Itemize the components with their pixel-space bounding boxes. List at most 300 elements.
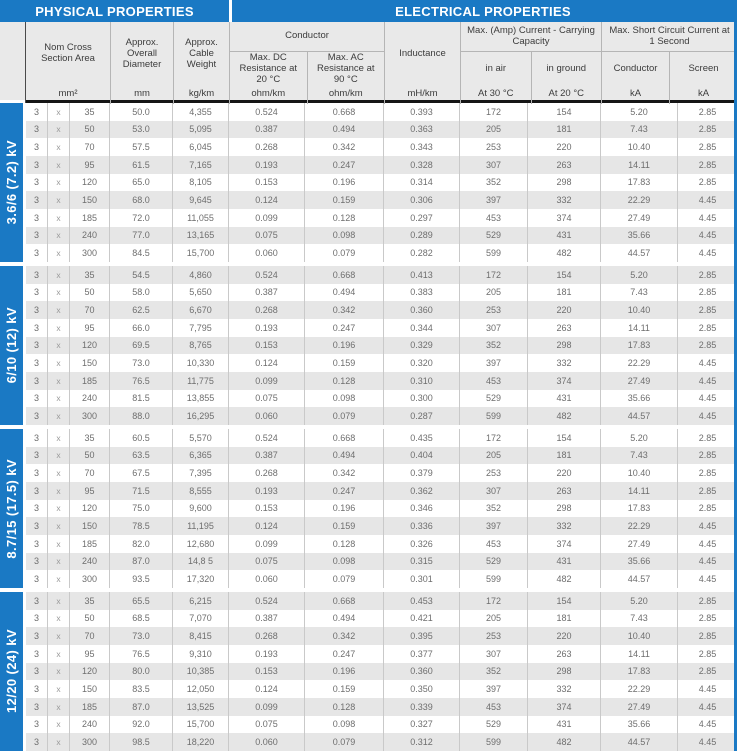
table-cell: 0.404 [384, 447, 460, 465]
table-cell: 185 [70, 535, 110, 553]
table-cell: 11,775 [173, 372, 229, 390]
table-cell: 482 [528, 570, 601, 588]
table-cell: 453 [460, 372, 528, 390]
in-ground-label: in ground [546, 62, 587, 74]
column-header-row [0, 22, 734, 100]
table-cell: 2.85 [678, 121, 737, 139]
table-cell: 0.289 [384, 227, 460, 245]
table-cell: 0.124 [229, 191, 305, 209]
table-cell: 529 [460, 553, 528, 571]
table-cell: 298 [528, 337, 601, 355]
table-cell: 0.060 [229, 407, 305, 425]
table-cell: 0.268 [229, 138, 305, 156]
table-cell: 0.099 [229, 698, 305, 716]
table-cell: 120 [70, 337, 110, 355]
table-cell: 0.387 [229, 447, 305, 465]
table-body [0, 103, 734, 751]
table-cell: 0.099 [229, 209, 305, 227]
table-cell: 0.060 [229, 733, 305, 751]
table-cell: 0.193 [229, 645, 305, 663]
column-header-ac-resistance [307, 52, 385, 104]
table-cell: 76.5 [110, 645, 173, 663]
table-cell: 0.159 [305, 517, 384, 535]
table-cell: 352 [460, 663, 528, 681]
table-cell: 307 [460, 156, 528, 174]
table-cell: 0.124 [229, 354, 305, 372]
table-cell: 0.159 [305, 191, 384, 209]
table-cell: 172 [460, 103, 528, 121]
table-cell: x [48, 301, 70, 319]
table-cell: 15,700 [173, 716, 229, 734]
table-cell: 14.11 [601, 156, 678, 174]
voltage-group [0, 266, 734, 425]
table-cell: 0.079 [305, 733, 384, 751]
table-cell: 352 [460, 174, 528, 192]
table-cell: 66.0 [110, 319, 173, 337]
table-cell: x [48, 447, 70, 465]
table-cell: 7,165 [173, 156, 229, 174]
table-cell: 2.85 [698, 648, 717, 659]
table-cell: 0.387 [229, 284, 305, 302]
table-cell: 0.344 [384, 319, 460, 337]
table-cell: x [48, 627, 70, 645]
table-cell: 3 [26, 482, 48, 500]
table-cell: 14.11 [601, 482, 678, 500]
table-cell: 11,195 [173, 517, 229, 535]
table-cell: 0.247 [305, 482, 384, 500]
table-cell: 3 [26, 680, 48, 698]
table-cell: 2.85 [678, 337, 737, 355]
table-cell: 0.360 [384, 663, 460, 681]
table-cell: x [48, 610, 70, 628]
amp-capacity-group-label: Max. (Amp) Current - Carrying Capacity [461, 22, 601, 52]
table-cell: 150 [70, 191, 110, 209]
table-cell: 70 [70, 464, 110, 482]
inductance-label: Inductance [399, 47, 446, 59]
table-cell: 87.0 [110, 698, 173, 716]
table-cell: 154 [528, 103, 601, 121]
table-cell: 5.20 [601, 592, 678, 610]
table-cell: 0.494 [305, 121, 384, 139]
table-cell: 5.20 [601, 266, 678, 284]
table-cell: 13,165 [173, 227, 229, 245]
table-cell: 4.45 [698, 358, 717, 369]
in-ground-unit: At 20 °C [548, 87, 584, 99]
table-cell: 2.85 [678, 482, 737, 500]
in-air-unit: At 30 °C [478, 87, 514, 99]
table-cell: 7,070 [173, 610, 229, 628]
table-cell: x [48, 174, 70, 192]
table-cell: 5.20 [601, 429, 678, 447]
table-cell: 5,095 [173, 121, 229, 139]
table-cell: 298 [528, 174, 601, 192]
table-cell: 27.49 [601, 698, 678, 716]
table-cell: 3 [26, 390, 48, 408]
table-cell: 73.0 [110, 627, 173, 645]
table-cell: 3 [26, 610, 48, 628]
table-cell: 18,220 [173, 733, 229, 751]
table-cell: 8,415 [173, 627, 229, 645]
table-cell: 35 [70, 103, 110, 121]
table-cell: x [48, 209, 70, 227]
table-cell: x [48, 244, 70, 262]
table-cell: x [48, 716, 70, 734]
table-cell: 154 [528, 266, 601, 284]
sc-screen-label: Screen [688, 62, 719, 74]
table-cell: 0.393 [384, 103, 460, 121]
table-cell: 17,320 [173, 570, 229, 588]
table-cell: 44.57 [601, 570, 678, 588]
table-cell: 453 [460, 535, 528, 553]
table-cell: 0.435 [384, 429, 460, 447]
table-cell: 0.326 [384, 535, 460, 553]
table-cell: 300 [70, 570, 110, 588]
table-cell: 50 [70, 447, 110, 465]
table-cell: 220 [528, 138, 601, 156]
table-cell: 352 [460, 337, 528, 355]
table-cell: x [48, 227, 70, 245]
table-cell: 73.0 [110, 354, 173, 372]
voltage-group-label: 12/20 (24) kV [0, 592, 26, 751]
table-cell: 185 [70, 698, 110, 716]
table-cell: 95 [70, 156, 110, 174]
table-cell: x [48, 429, 70, 447]
table-cell: 0.343 [384, 138, 460, 156]
table-cell: 482 [528, 407, 601, 425]
table-cell: x [48, 645, 70, 663]
table-cell: 150 [70, 680, 110, 698]
table-cell: 7.43 [601, 121, 678, 139]
table-cell: 0.310 [384, 372, 460, 390]
table-cell: 6,215 [173, 592, 229, 610]
table-cell: 8,105 [173, 174, 229, 192]
table-cell: 65.5 [110, 592, 173, 610]
table-cell: 3 [26, 716, 48, 734]
table-cell: 0.099 [229, 535, 305, 553]
table-cell: 0.314 [384, 174, 460, 192]
table-cell: 0.377 [384, 645, 460, 663]
table-cell: 50 [70, 121, 110, 139]
table-cell: 2.85 [698, 503, 717, 514]
table-cell: 0.346 [384, 500, 460, 518]
table-cell: 68.0 [110, 191, 173, 209]
table-cell: 263 [528, 645, 601, 663]
table-cell: 0.387 [229, 610, 305, 628]
table-cell: 3 [26, 284, 48, 302]
table-cell: 431 [528, 553, 601, 571]
table-cell: 0.395 [384, 627, 460, 645]
column-header-short-circuit-group [601, 22, 737, 104]
cable-weight-unit: kg/km [188, 87, 215, 99]
table-cell: 3 [26, 191, 48, 209]
table-cell: 14.11 [601, 319, 678, 337]
table-cell: 93.5 [110, 570, 173, 588]
table-cell: 6,365 [173, 447, 229, 465]
table-cell: 76.5 [110, 372, 173, 390]
table-cell: 0.075 [229, 390, 305, 408]
table-cell: 0.060 [229, 570, 305, 588]
table-cell: 154 [528, 429, 601, 447]
table-cell: 35 [70, 266, 110, 284]
table-cell: x [48, 464, 70, 482]
conductor-group-label: Conductor [230, 22, 384, 52]
table-cell: 81.5 [110, 390, 173, 408]
ac-resistance-label: Max. AC Resistance at 90 °C [316, 52, 375, 85]
table-cell: 0.079 [305, 407, 384, 425]
table-cell: 185 [70, 372, 110, 390]
table-cell: 0.098 [305, 390, 384, 408]
table-cell: 4.45 [698, 212, 717, 223]
table-cell: 0.336 [384, 517, 460, 535]
table-cell: 78.5 [110, 517, 173, 535]
table-cell: 0.099 [229, 372, 305, 390]
table-cell: 2.85 [698, 106, 717, 117]
table-cell: 332 [528, 354, 601, 372]
table-cell: 53.0 [110, 121, 173, 139]
table-cell: 220 [528, 627, 601, 645]
table-cell: 529 [460, 227, 528, 245]
table-cell: x [48, 354, 70, 372]
table-cell: 9,310 [173, 645, 229, 663]
table-cell: 3 [26, 156, 48, 174]
table-cell: 3 [26, 138, 48, 156]
table-cell: 205 [460, 447, 528, 465]
table-cell: 3 [26, 464, 48, 482]
table-cell: 3 [26, 570, 48, 588]
table-cell: 95 [70, 482, 110, 500]
sc-screen-unit: kA [697, 87, 710, 99]
table-cell: 0.196 [305, 337, 384, 355]
table-cell: 300 [70, 733, 110, 751]
table-cell: 2.85 [678, 627, 737, 645]
table-cell: x [48, 553, 70, 571]
table-cell: 44.57 [601, 407, 678, 425]
table-cell: 0.159 [305, 680, 384, 698]
table-cell: 150 [70, 517, 110, 535]
table-cell: 220 [528, 301, 601, 319]
table-cell: 3 [26, 698, 48, 716]
table-cell: 5,650 [173, 284, 229, 302]
table-cell: 0.306 [384, 191, 460, 209]
table-cell: 88.0 [110, 407, 173, 425]
table-cell: 3 [26, 733, 48, 751]
column-header-sc-conductor [602, 52, 669, 104]
physical-properties-title: PHYSICAL PROPERTIES [0, 0, 229, 22]
table-cell: 240 [70, 716, 110, 734]
table-cell: 0.339 [384, 698, 460, 716]
table-cell: 2.85 [698, 177, 717, 188]
table-cell: 0.300 [384, 390, 460, 408]
table-cell: 9,645 [173, 191, 229, 209]
table-cell: 3 [26, 174, 48, 192]
table-cell: 3 [26, 227, 48, 245]
table-cell: 8,555 [173, 482, 229, 500]
table-cell: 10.40 [601, 138, 678, 156]
table-cell: 4.45 [678, 191, 737, 209]
table-cell: 0.342 [305, 627, 384, 645]
table-cell: 0.268 [229, 464, 305, 482]
table-cell: 71.5 [110, 482, 173, 500]
table-cell: 7,395 [173, 464, 229, 482]
table-cell: 397 [460, 680, 528, 698]
in-air-label: in air [485, 62, 507, 74]
table-cell: 0.193 [229, 319, 305, 337]
table-cell: 17.83 [601, 337, 678, 355]
table-cell: 63.5 [110, 447, 173, 465]
nom-cross-section-unit: mm² [58, 87, 78, 99]
column-header-cable-weight [173, 22, 229, 104]
table-cell: 0.421 [384, 610, 460, 628]
table-cell: 17.83 [601, 663, 678, 681]
column-header-in-ground [531, 52, 602, 104]
table-cell: 397 [460, 191, 528, 209]
table-cell: 205 [460, 284, 528, 302]
table-cell: 263 [528, 156, 601, 174]
table-cell: 0.079 [305, 244, 384, 262]
table-cell: 7,795 [173, 319, 229, 337]
table-cell: 0.668 [305, 429, 384, 447]
table-cell: 3 [26, 337, 48, 355]
table-cell: 3 [26, 663, 48, 681]
table-cell: 0.196 [305, 663, 384, 681]
table-cell: 3 [26, 209, 48, 227]
table-cell: x [48, 663, 70, 681]
table-cell: 22.29 [601, 191, 678, 209]
table-cell: 3 [26, 627, 48, 645]
table-cell: 3 [26, 447, 48, 465]
table-cell: 453 [460, 209, 528, 227]
dc-resistance-unit: ohm/km [251, 87, 286, 99]
table-cell: 4.45 [698, 684, 717, 695]
table-cell: 0.153 [229, 500, 305, 518]
table-cell: 0.668 [305, 103, 384, 121]
table-cell: 3 [26, 301, 48, 319]
table-cell: 2.85 [698, 613, 717, 624]
table-cell: 50.0 [110, 103, 173, 121]
table-cell: 0.494 [305, 610, 384, 628]
table-cell: 0.282 [384, 244, 460, 262]
table-cell: 3 [26, 535, 48, 553]
table-cell: 307 [460, 645, 528, 663]
table-cell: 4.45 [678, 227, 737, 245]
table-cell: 0.362 [384, 482, 460, 500]
table-cell: 599 [460, 570, 528, 588]
table-cell: 4.45 [698, 574, 717, 585]
dc-resistance-label: Max. DC Resistance at 20 °C [239, 52, 298, 85]
table-cell: 4,860 [173, 266, 229, 284]
table-cell: 300 [70, 244, 110, 262]
table-cell: 0.128 [305, 209, 384, 227]
table-cell: 4.45 [678, 517, 737, 535]
table-cell: 10.40 [601, 627, 678, 645]
table-cell: 2.85 [678, 447, 737, 465]
table-cell: 0.247 [305, 645, 384, 663]
table-cell: 150 [70, 354, 110, 372]
table-cell: 0.128 [305, 535, 384, 553]
table-cell: 69.5 [110, 337, 173, 355]
table-cell: 0.363 [384, 121, 460, 139]
table-cell: 0.494 [305, 284, 384, 302]
table-cell: x [48, 592, 70, 610]
table-cell: 2.85 [698, 468, 717, 479]
table-cell: 253 [460, 627, 528, 645]
table-cell: 3 [26, 244, 48, 262]
table-cell: 0.159 [305, 354, 384, 372]
table-cell: 0.247 [305, 319, 384, 337]
table-cell: 0.075 [229, 227, 305, 245]
table-cell: 0.453 [384, 592, 460, 610]
table-cell: 154 [528, 592, 601, 610]
column-header-nom-cross-section [26, 22, 110, 104]
table-cell: 374 [528, 209, 601, 227]
table-cell: 22.29 [601, 680, 678, 698]
table-cell: 16,295 [173, 407, 229, 425]
table-cell: 374 [528, 698, 601, 716]
table-cell: 2.85 [698, 287, 717, 298]
table-cell: 3 [26, 372, 48, 390]
table-cell: 0.301 [384, 570, 460, 588]
table-cell: 10,385 [173, 663, 229, 681]
table-cell: 0.075 [229, 716, 305, 734]
table-cell: 95 [70, 645, 110, 663]
table-cell: 13,525 [173, 698, 229, 716]
table-cell: 70 [70, 138, 110, 156]
table-cell: 3 [26, 121, 48, 139]
table-cell: 0.328 [384, 156, 460, 174]
table-cell: 0.524 [229, 103, 305, 121]
table-cell: 0.320 [384, 354, 460, 372]
table-cell: 57.5 [110, 138, 173, 156]
table-cell: 83.5 [110, 680, 173, 698]
table-cell: x [48, 733, 70, 751]
table-cell: 2.85 [698, 432, 717, 443]
table-cell: 62.5 [110, 301, 173, 319]
table-cell: 2.85 [698, 322, 717, 333]
table-cell: 120 [70, 663, 110, 681]
table-cell: 77.0 [110, 227, 173, 245]
table-cell: 172 [460, 429, 528, 447]
table-cell: 0.342 [305, 138, 384, 156]
table-cell: 374 [528, 372, 601, 390]
voltage-group [0, 103, 734, 262]
table-cell: 10.40 [601, 464, 678, 482]
table-cell: 3 [26, 517, 48, 535]
table-cell: x [48, 284, 70, 302]
table-cell: 0.413 [384, 266, 460, 284]
table-cell: 0.297 [384, 209, 460, 227]
table-cell: 0.153 [229, 337, 305, 355]
table-cell: x [48, 390, 70, 408]
table-cell: 307 [460, 482, 528, 500]
table-cell: 185 [70, 209, 110, 227]
table-cell: 298 [528, 500, 601, 518]
header-corner-cell [0, 22, 26, 104]
table-cell: 0.287 [384, 407, 460, 425]
table-cell: 0.383 [384, 284, 460, 302]
table-cell: 3 [26, 553, 48, 571]
table-cell: 35.66 [601, 553, 678, 571]
table-cell: 2.85 [678, 663, 737, 681]
sc-conductor-label: Conductor [613, 62, 658, 74]
table-cell: 374 [528, 535, 601, 553]
table-cell: 120 [70, 174, 110, 192]
table-cell: 0.196 [305, 500, 384, 518]
overall-diameter-unit: mm [134, 87, 150, 99]
table-cell: 17.83 [601, 500, 678, 518]
table-cell: 453 [460, 698, 528, 716]
table-cell: 0.668 [305, 592, 384, 610]
table-cell: 0.060 [229, 244, 305, 262]
